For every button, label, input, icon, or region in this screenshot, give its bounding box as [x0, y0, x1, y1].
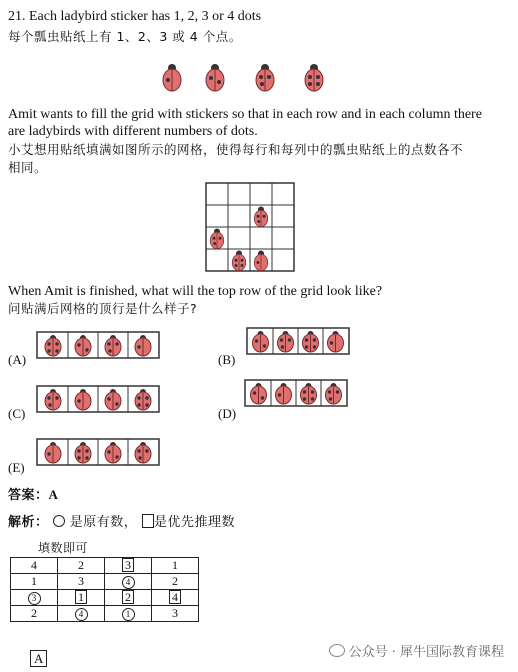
analysis-label: 解析： [8, 515, 49, 530]
final-answer-box: A [30, 650, 47, 667]
ladybird-icon-3-dots [256, 64, 274, 91]
option-b-label[interactable]: (B) [218, 352, 236, 367]
table-cell: 1 [105, 606, 152, 622]
ladybird-icon-1-dot [163, 64, 181, 91]
ladybird-icon-3-dots [210, 229, 224, 249]
table-cell: 3 [105, 558, 152, 574]
reference-ladybirds [0, 58, 518, 98]
wechat-icon [329, 644, 345, 657]
ladybird-icon-2-dots [206, 64, 224, 91]
analysis-note: 填数即可 [38, 541, 89, 555]
table-cell: 2 [11, 606, 58, 622]
option-b-strip[interactable] [246, 326, 352, 356]
question-body-2: are ladybirds with different numbers of dots. [8, 124, 258, 139]
ladybird-icon-1-dot [254, 251, 268, 271]
table-cell: 3 [58, 574, 105, 590]
ladybird-icon-4-dots [305, 64, 323, 91]
watermark: 公众号 · 犀牛国际教育课程 [329, 641, 504, 660]
table-row [11, 574, 199, 590]
box-marker-icon [142, 514, 154, 528]
table-cell: 4 [152, 590, 199, 606]
question-body-1: Amit wants to fill the grid with stickers so that in each row and in each column there [8, 107, 482, 122]
question-title: 21. Each ladybird sticker has 1, 2, 3 or 4 dots [8, 9, 262, 24]
table-cell: 2 [152, 574, 199, 590]
table-row [11, 558, 199, 574]
solution-table [10, 557, 199, 622]
table-cell: 2 [105, 590, 152, 606]
analysis-text-2: 是优先推理数 [153, 515, 235, 530]
question-title-cn: 每个瓢虫贴纸上有 1、2、3 或 4 个点。 [8, 29, 242, 44]
option-c-label[interactable]: (C) [8, 406, 26, 421]
analysis-text-1: 是原有数， [69, 515, 138, 530]
option-d-strip[interactable] [244, 378, 350, 408]
table-cell: 1 [152, 558, 199, 574]
ladybird-icon-3-dots [254, 207, 268, 227]
question-body-cn-1: 小艾想用贴纸填满如图所示的网格，使得每行和每列中的瓢虫贴纸上的点数各不 [8, 142, 464, 157]
table-cell: 3 [152, 606, 199, 622]
analysis-line [8, 512, 235, 531]
table-cell: 1 [58, 590, 105, 606]
table-cell: 3 [11, 590, 58, 606]
option-a-strip[interactable] [36, 330, 160, 360]
answer-value: A [48, 487, 59, 502]
question-prompt-cn: 问贴满后网格的顶行是什么样子? [8, 301, 198, 316]
option-a-label[interactable]: (A) [8, 352, 27, 367]
table-row [11, 590, 199, 606]
puzzle-grid [205, 182, 297, 274]
option-e-label[interactable]: (E) [8, 460, 25, 475]
circle-marker-icon [53, 515, 65, 527]
table-cell: 4 [11, 558, 58, 574]
option-e-strip[interactable] [36, 437, 160, 467]
ladybird-icon-4-dots [232, 251, 246, 271]
option-c-strip[interactable] [36, 384, 160, 414]
question-prompt: When Amit is finished, what will the top row of the grid look like? [8, 284, 383, 299]
question-body-cn-2: 相同。 [8, 160, 48, 175]
table-cell: 2 [58, 558, 105, 574]
table-cell: 1 [11, 574, 58, 590]
table-row [11, 606, 199, 622]
table-cell: 4 [58, 606, 105, 622]
answer-label: 答案： [8, 488, 49, 503]
option-d-label[interactable]: (D) [218, 406, 237, 421]
table-cell: 4 [105, 574, 152, 590]
answer-line [8, 486, 58, 504]
